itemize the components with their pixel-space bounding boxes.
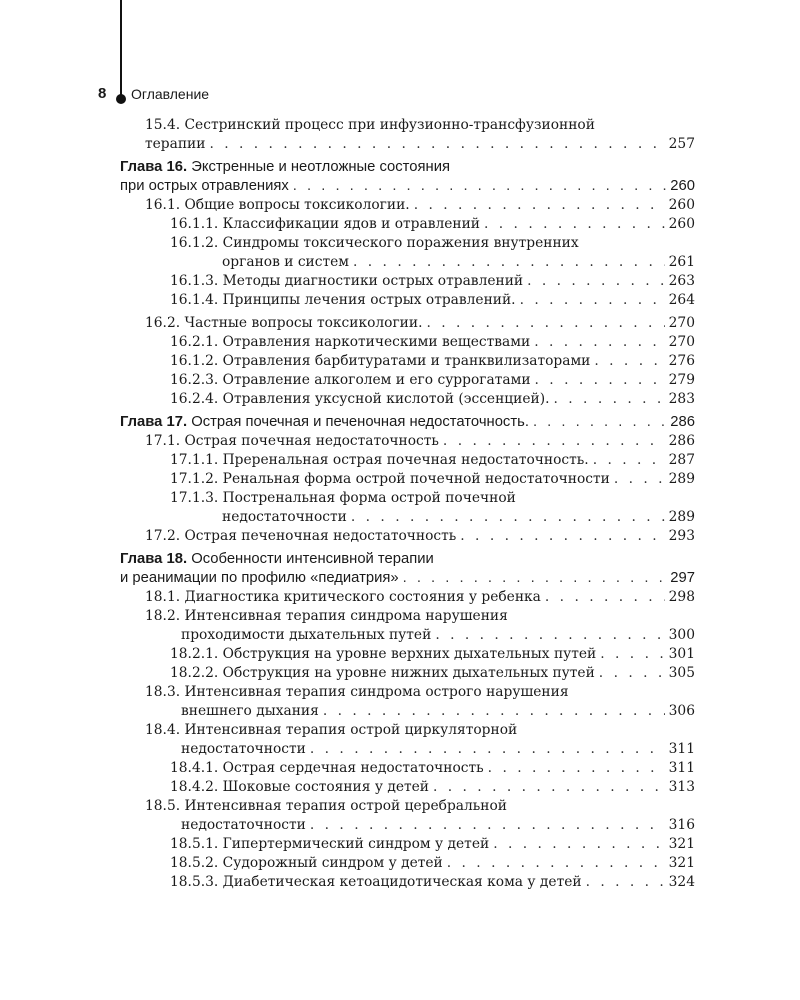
toc-entry[interactable] xyxy=(120,588,695,607)
toc-entry[interactable] xyxy=(120,759,695,778)
toc-page-number: 313 xyxy=(668,779,695,795)
leader-dots xyxy=(323,702,665,721)
leader-dots xyxy=(435,626,664,645)
leader-dots xyxy=(433,778,665,797)
margin-rule-dot xyxy=(116,94,126,104)
toc-entry-title: 16.1. Общие вопросы токсикологии. xyxy=(145,197,410,213)
toc-page-number: 311 xyxy=(668,760,695,776)
toc-entry[interactable] xyxy=(120,607,695,645)
toc-entry[interactable] xyxy=(120,835,695,854)
toc-page-number: 261 xyxy=(668,254,695,270)
toc-chapter[interactable] xyxy=(120,413,695,432)
chapter-title: Экстренные и неотложные состояния xyxy=(191,159,450,175)
toc-page-number: 279 xyxy=(668,372,695,388)
toc-page-number: 289 xyxy=(668,471,695,487)
margin-rule xyxy=(120,0,122,96)
leader-dots xyxy=(484,215,665,234)
toc-entry[interactable] xyxy=(120,721,695,759)
toc-page-number: 260 xyxy=(670,178,695,194)
toc-entry-title: 16.1.2. Синдромы токсического поражения внутренних xyxy=(170,235,579,251)
leader-dots xyxy=(594,352,664,371)
toc-page-number: 298 xyxy=(668,589,695,605)
leader-dots xyxy=(310,740,665,759)
toc-page-number: 270 xyxy=(668,334,695,350)
toc-entry-title-cont: недостаточности xyxy=(181,817,306,833)
toc-page-number: 311 xyxy=(668,741,695,757)
toc-page-number: 286 xyxy=(670,414,695,430)
toc-chapter[interactable] xyxy=(120,550,695,588)
toc-page-number: 264 xyxy=(668,292,695,308)
leader-dots xyxy=(310,816,665,835)
toc-entry-title-cont: проходимости дыхательных путей xyxy=(181,627,432,643)
toc-entry-title: 18.5. Интенсивная терапия острой церебральной xyxy=(145,798,508,814)
toc-page-number: 287 xyxy=(668,452,695,468)
toc-entry-title: 18.4.1. Острая сердечная недостаточность xyxy=(170,760,484,776)
toc-entry[interactable] xyxy=(120,234,695,272)
leader-dots xyxy=(460,527,664,546)
toc-entry-title-cont: органов и систем xyxy=(222,254,350,270)
leader-dots xyxy=(414,196,665,215)
toc-page-number: 270 xyxy=(668,315,695,331)
toc-page-number: 316 xyxy=(668,817,695,833)
toc-page-number: 293 xyxy=(668,528,695,544)
toc-entry-title: 18.4. Интенсивная терапия острой циркуляторной xyxy=(145,722,518,738)
toc-entry-title: 16.2.3. Отравление алкоголем и его суррогатами xyxy=(170,372,531,388)
toc-entry[interactable] xyxy=(120,664,695,683)
toc-page-number: 297 xyxy=(670,570,695,586)
toc-entry-title: 16.2.1. Отравления наркотическими веществами xyxy=(170,334,531,350)
leader-dots xyxy=(533,413,666,432)
toc-entry[interactable] xyxy=(120,215,695,234)
toc-entry-title-cont: недостаточности xyxy=(222,509,347,525)
toc-page-number: 321 xyxy=(668,836,695,852)
leader-dots xyxy=(586,873,665,892)
leader-dots xyxy=(403,569,667,588)
toc-page-number: 260 xyxy=(668,216,695,232)
chapter-title-cont: и реанимации по профилю «педиатрия» xyxy=(120,570,399,586)
toc-entry-title: 16.2.4. Отравления уксусной кислотой (эссенцией). xyxy=(170,391,550,407)
toc-entry[interactable] xyxy=(120,645,695,664)
page-number: 8 xyxy=(98,85,107,102)
leader-dots xyxy=(493,835,664,854)
toc-entry-title: 18.2.2. Обструкция на уровне нижних дыхательных путей xyxy=(170,665,595,681)
toc-entry-title: 18.1. Диагностика критического состояния у ребенка xyxy=(145,589,541,605)
toc-page-number: 283 xyxy=(668,391,695,407)
toc-entry-title: 18.2. Интенсивная терапия синдрома нарушения xyxy=(145,608,508,624)
toc-entry[interactable] xyxy=(120,272,695,291)
leader-dots xyxy=(535,371,665,390)
running-header-title: Оглавление xyxy=(131,86,210,102)
toc-entry-title: 15.4. Сестринский процесс при инфузионно-трансфузионной xyxy=(145,117,595,133)
toc-page-number: 324 xyxy=(668,874,695,890)
chapter-title: Острая почечная и печеночная недостаточность. xyxy=(191,414,529,430)
toc-entry-title: 17.1.1. Преренальная острая почечная недостаточность. xyxy=(170,452,589,468)
toc-entry[interactable] xyxy=(120,778,695,797)
toc-chapter[interactable] xyxy=(120,158,695,196)
leader-dots xyxy=(600,645,664,664)
leader-dots xyxy=(527,272,665,291)
toc-page-number: 263 xyxy=(668,273,695,289)
toc-entry-title-cont: внешнего дыхания xyxy=(181,703,319,719)
toc-page-number: 289 xyxy=(668,509,695,525)
toc-entry[interactable] xyxy=(120,371,695,390)
toc-entry-title: 18.5.1. Гипертермический синдром у детей xyxy=(170,836,490,852)
leader-dots xyxy=(488,759,665,778)
toc-entry-title: 16.1.1. Классификации ядов и отравлений xyxy=(170,216,480,232)
toc-entry[interactable] xyxy=(120,291,695,310)
toc-entry-title-cont: терапии xyxy=(145,136,206,152)
toc-entry[interactable] xyxy=(120,683,695,721)
toc-page-number: 321 xyxy=(668,855,695,871)
toc-entry-title: 17.1.2. Ренальная форма острой почечной недостаточности xyxy=(170,471,610,487)
chapter-label: Глава 16. xyxy=(120,159,188,175)
toc-page-number: 260 xyxy=(668,197,695,213)
chapter-title: Особенности интенсивной терапии xyxy=(191,551,434,567)
toc-page-number: 306 xyxy=(668,703,695,719)
toc-entry-title: 17.2. Острая печеночная недостаточность xyxy=(145,528,457,544)
toc-entry-title: 18.4.2. Шоковые состояния у детей xyxy=(170,779,429,795)
toc-entry-title: 16.1.4. Принципы лечения острых отравлений. xyxy=(170,292,516,308)
toc-page-number: 300 xyxy=(668,627,695,643)
toc-chapter-heading xyxy=(120,158,695,177)
leader-dots xyxy=(209,135,664,154)
toc-entry-title: 18.2.1. Обструкция на уровне верхних дыхательных путей xyxy=(170,646,597,662)
toc-entry[interactable] xyxy=(120,314,695,333)
toc-entry[interactable] xyxy=(120,116,695,154)
table-of-contents xyxy=(120,116,695,892)
toc-page-number: 286 xyxy=(668,433,695,449)
leader-dots xyxy=(443,432,665,451)
toc-entry-title: 18.5.3. Диабетическая кетоацидотическая кома у детей xyxy=(170,874,582,890)
leader-dots xyxy=(520,291,665,310)
leader-dots xyxy=(447,854,665,873)
toc-entry[interactable] xyxy=(120,352,695,371)
toc-entry[interactable] xyxy=(120,390,695,409)
toc-entry[interactable] xyxy=(120,432,695,451)
toc-page-number: 276 xyxy=(668,353,695,369)
toc-entry[interactable] xyxy=(120,873,695,892)
chapter-label: Глава 18. xyxy=(120,551,188,567)
leader-dots xyxy=(545,588,665,607)
toc-entry[interactable] xyxy=(120,854,695,873)
toc-entry-title: 18.5.2. Судорожный синдром у детей xyxy=(170,855,443,871)
leader-dots xyxy=(599,664,665,683)
leader-dots xyxy=(426,314,664,333)
toc-entry[interactable] xyxy=(120,470,695,489)
leader-dots xyxy=(293,177,667,196)
toc-page-number: 301 xyxy=(668,646,695,662)
chapter-title-cont: при острых отравлениях xyxy=(120,178,289,194)
leader-dots xyxy=(351,508,665,527)
chapter-label: Глава 17. xyxy=(120,414,188,430)
toc-entry-title: 16.2. Частные вопросы токсикологии. xyxy=(145,315,423,331)
toc-entry-title: 16.1.2. Отравления барбитуратами и транквилизаторами xyxy=(170,353,591,369)
toc-entry-title: 18.3. Интенсивная терапия синдрома острого нарушения xyxy=(145,684,569,700)
toc-chapter-heading xyxy=(120,550,695,569)
toc-entry[interactable] xyxy=(120,196,695,215)
toc-page-number: 305 xyxy=(668,665,695,681)
leader-dots xyxy=(614,470,665,489)
leader-dots xyxy=(554,390,665,409)
leader-dots xyxy=(353,253,665,272)
toc-entry-title: 17.1. Острая почечная недостаточность xyxy=(145,433,439,449)
leader-dots xyxy=(593,451,665,470)
toc-entry[interactable] xyxy=(120,527,695,546)
toc-entry-title: 16.1.3. Методы диагностики острых отравлений xyxy=(170,273,524,289)
toc-entry[interactable] xyxy=(120,451,695,470)
toc-entry[interactable] xyxy=(120,333,695,352)
toc-entry-title-cont: недостаточности xyxy=(181,741,306,757)
toc-entry[interactable] xyxy=(120,489,695,527)
leader-dots xyxy=(534,333,664,352)
toc-entry[interactable] xyxy=(120,797,695,835)
toc-entry-title: 17.1.3. Постренальная форма острой почечной xyxy=(170,490,516,506)
toc-page-number: 257 xyxy=(668,136,695,152)
